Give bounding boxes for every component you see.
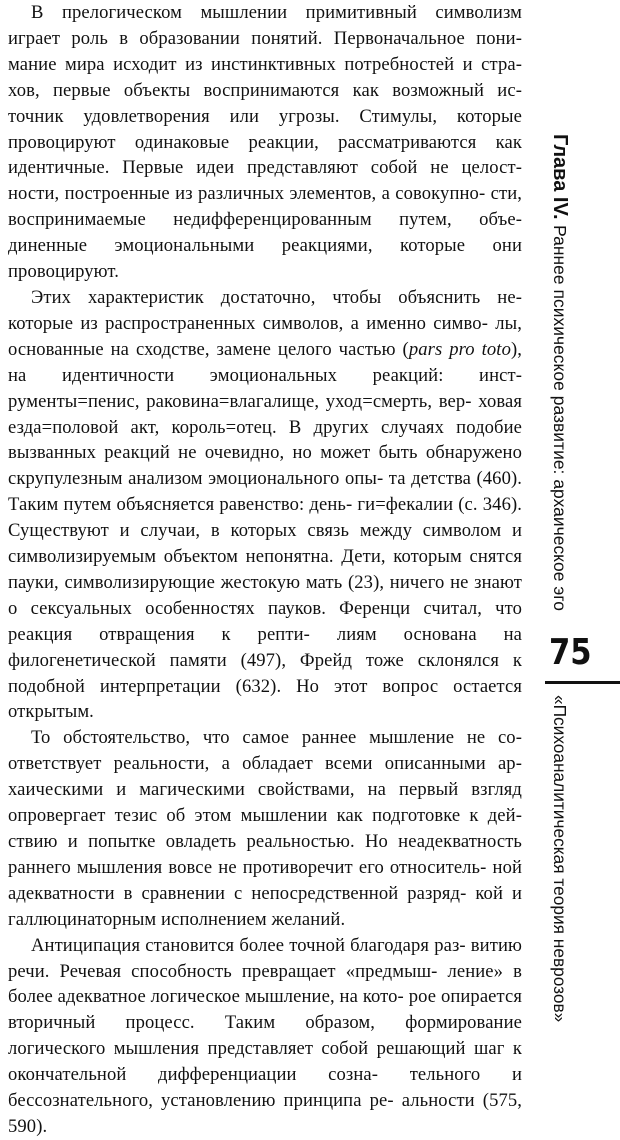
line: Дети, которым снятся пауки, символизирующие жестокую [8, 546, 523, 593]
line: диненные эмоциональными реакциями, которые они [8, 235, 522, 257]
line: ), на идентичности эмоциональных реакций: инст- [8, 338, 523, 386]
line: мать (23), ничего не знают о сексуальных особенностях [8, 571, 522, 619]
line: Антиципация становится более точной благодаря раз- [31, 934, 466, 956]
line: обнаружено скрупулезным анализом эмоционального опы- [8, 442, 522, 490]
chapter-number: Глава IV. [549, 134, 571, 220]
paragraph-2 [8, 285, 522, 725]
line: ной адекватности в сравнении с непосредственной разряд- [8, 856, 523, 904]
line: играет роль в образовании понятий. Первоначальное пони- [8, 27, 522, 49]
book-title: «Психоаналитическая теория неврозов» [550, 695, 570, 1023]
line: провоцируют. [8, 261, 119, 283]
line: мание мира исходит из инстинктивных потребностей и стра- [8, 53, 522, 75]
line: сти, воспринимаемые недифференцированным путем, объе- [8, 183, 522, 231]
line: лиям основана на филогенетической памяти (497), Фрейд [8, 623, 522, 671]
running-head-book [540, 690, 600, 1023]
line: между символом и символизируемым объектом непонятна. [8, 520, 523, 568]
line: точник удовлетворения или угрозы. Стимулы, которые [8, 105, 522, 127]
paragraph-1 [8, 0, 522, 285]
line: кой и галлюцинаторным исполнением желаний. [8, 882, 523, 930]
line: тельного и бессознательного, установлению принципа ре- [8, 1064, 522, 1112]
line: которые из распространенных символов, а именно симво- [8, 312, 488, 334]
page-number: 75 [549, 632, 592, 673]
line: Этих характеристик достаточно, чтобы объяснить не- [31, 286, 522, 308]
line: пауков. Ференци считал, что реакция отвращения к репти- [8, 597, 522, 645]
line: ги=фекалии (с. 346). Существуют и случаи, в которых связь [8, 494, 523, 542]
paragraph-3 [8, 725, 522, 932]
line: идентичные. Первые идеи представляют собой не целост- [8, 157, 522, 179]
page-number-rule [545, 681, 620, 684]
chapter-title: Раннее психическое развитие: архаическое эго [550, 225, 570, 612]
line: альности (575, 590). [8, 1090, 523, 1137]
line: хаическими и магическими свойствами, на первый взгляд [8, 779, 522, 801]
italic-latin: pars [408, 338, 443, 360]
line: подобие вызванных реакций не очевидно, но может быть [8, 416, 522, 464]
line: провоцируют одинаковые реакции, рассматриваются как [8, 131, 522, 153]
line: ответствует реальности, а обладает всеми описанными ар- [8, 753, 522, 775]
line: ствию и попытке овладеть реальностью. Но неадекватность [8, 831, 522, 852]
line: ление» в более адекватное логическое мышление, на кото- [8, 960, 522, 1008]
line: вопрос остается открытым. [8, 675, 522, 723]
italic-latin: pro toto [449, 338, 511, 360]
line: та детства (460). Таким путем объясняется равенство: день- [8, 468, 523, 516]
line: витию речи. Речевая способность превращает «предмыш- [8, 934, 522, 982]
body-text [8, 0, 522, 1140]
paragraph-4 [8, 933, 522, 1140]
line: опровергает тезис об этом мышлении как подготовке к дей- [8, 805, 522, 827]
line: формирование логического мышления представляет собой [8, 1012, 522, 1060]
line: раннего мышления вовсе не противоречит его относитель- [8, 856, 487, 878]
line: лы, основанные на сходстве, замене целого частью ( [8, 312, 522, 360]
line: То обстоятельство, что самое раннее мышление не со- [31, 727, 522, 749]
line: В прелогическом мышлении примитивный символизм [31, 2, 522, 23]
line: тоже склонялся к подобной интерпретации (632). Но этот [8, 649, 522, 697]
line: ности, построенные из различных элементов, а совокупно- [8, 183, 486, 205]
line: рументы=пенис, раковина=влагалище, уход=смерть, вер- [8, 390, 472, 412]
running-head-chapter [540, 0, 600, 630]
line: ховая езда=половой акт, король=отец. В других случаях [8, 390, 522, 438]
line: решающий шаг к окончательной дифференциации созна- [8, 1038, 522, 1086]
line: хов, первые объекты воспринимаются как возможный ис- [8, 79, 522, 101]
line: рое опирается вторичный процесс. Таким образом, [8, 986, 522, 1034]
